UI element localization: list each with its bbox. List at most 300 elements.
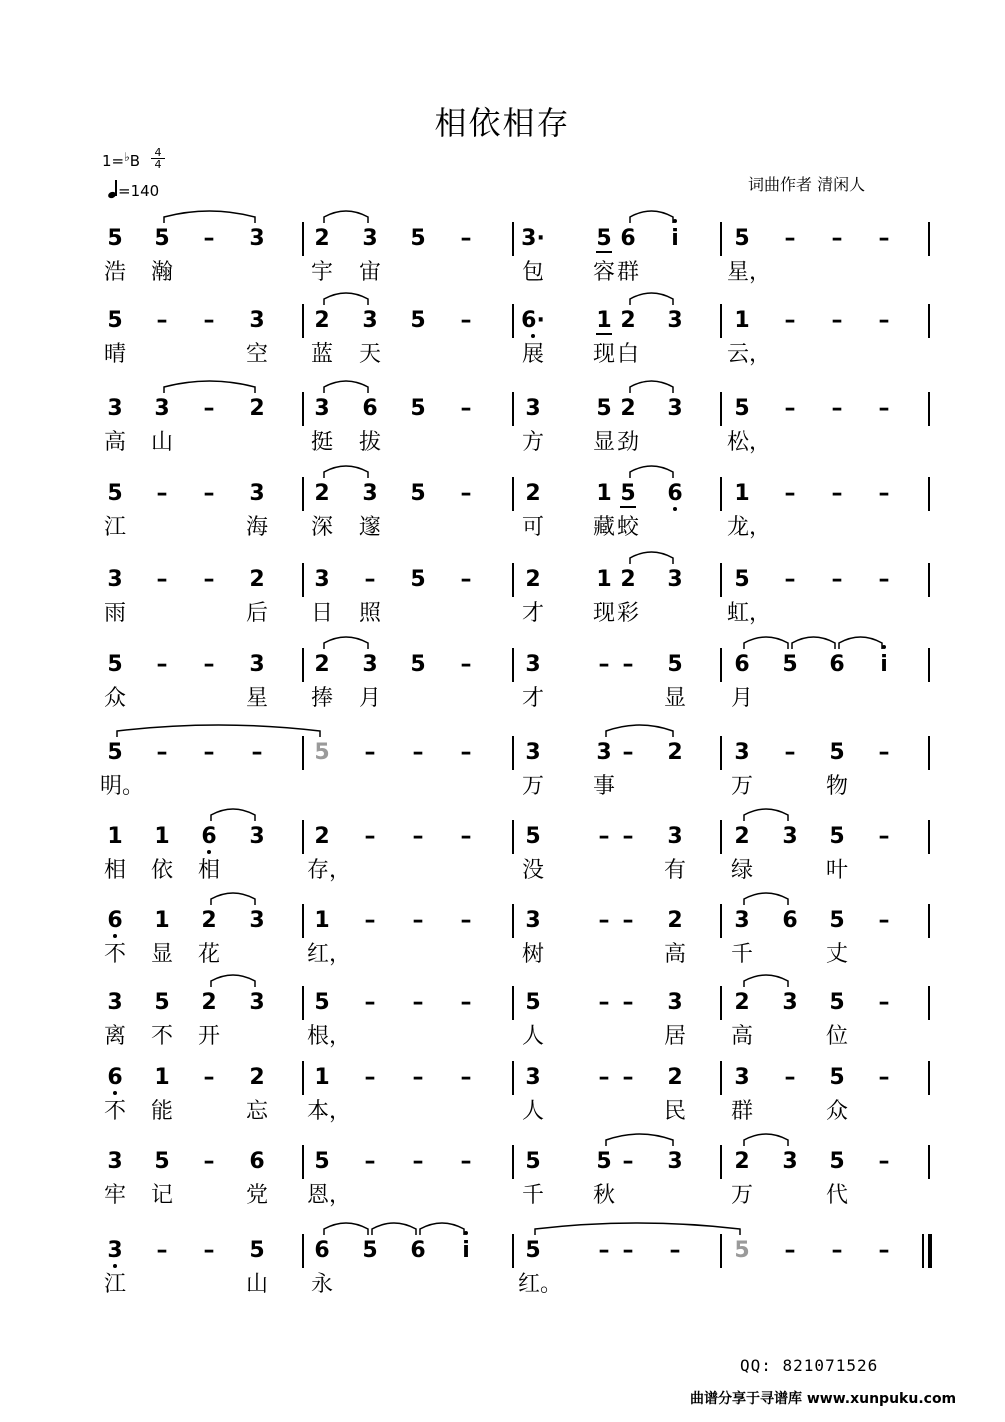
- note: 5: [734, 396, 750, 421]
- lyric: 深: [310, 515, 333, 540]
- lyric: 忘: [245, 1099, 268, 1124]
- lyric: 彩: [616, 601, 639, 626]
- note: 1: [596, 481, 612, 506]
- note: –: [460, 308, 472, 333]
- lyric: 丈: [825, 942, 848, 967]
- lyric: 藏: [592, 515, 615, 540]
- note: 6: [782, 908, 798, 933]
- note: –: [460, 740, 472, 765]
- slur: [744, 637, 788, 649]
- note: –: [412, 1149, 424, 1174]
- note: 2: [249, 567, 265, 592]
- note: 6: [314, 1238, 330, 1263]
- lyric: 记: [150, 1183, 173, 1208]
- note: –: [203, 481, 215, 506]
- note: –: [203, 1065, 215, 1090]
- lyric: 绿: [730, 858, 753, 883]
- note: –: [622, 990, 634, 1015]
- lyric: 红。: [518, 1272, 563, 1297]
- note: i: [671, 226, 679, 251]
- lyric: 星，: [727, 260, 772, 285]
- note: 3: [107, 567, 123, 592]
- note: 3: [362, 308, 378, 333]
- note: 1: [107, 824, 123, 849]
- lyric: 海: [245, 515, 268, 540]
- lyric: 物: [825, 774, 848, 799]
- slur: [630, 381, 673, 393]
- note: 3: [525, 740, 541, 765]
- note: 6: [249, 1149, 265, 1174]
- author-credit: 词曲作者 清闲人: [748, 175, 866, 194]
- note: –: [669, 1238, 681, 1263]
- note: 5: [249, 1238, 265, 1263]
- slur: [164, 381, 255, 393]
- slur: [420, 1223, 464, 1235]
- note: 3: [249, 652, 265, 677]
- slur: [211, 809, 255, 821]
- lyric: 白: [616, 342, 639, 367]
- note: 3: [667, 1149, 683, 1174]
- slur: [630, 293, 673, 305]
- lyric: 位: [825, 1024, 848, 1049]
- note: –: [203, 652, 215, 677]
- note: –: [460, 652, 472, 677]
- note: –: [831, 567, 843, 592]
- note: 5: [410, 652, 426, 677]
- lyric: 牢: [103, 1183, 126, 1208]
- note: 5: [154, 226, 170, 251]
- note: 5: [525, 824, 541, 849]
- slur: [606, 1134, 673, 1146]
- note: 3: [667, 396, 683, 421]
- slur: [792, 637, 835, 649]
- slur: [117, 725, 320, 737]
- note: –: [364, 908, 376, 933]
- note: 5: [829, 1149, 845, 1174]
- note: –: [460, 567, 472, 592]
- lyric: 民: [663, 1099, 686, 1124]
- note: 6: [410, 1238, 426, 1263]
- note: 2: [734, 824, 750, 849]
- note: 3: [667, 308, 683, 333]
- lyric: 天: [358, 342, 381, 367]
- note: 5: [410, 226, 426, 251]
- note: –: [622, 652, 634, 677]
- qq-contact: QQ: 821071526: [740, 1356, 879, 1375]
- lyric: 显: [592, 430, 615, 455]
- lyric: 江: [103, 515, 126, 540]
- lyric: 显: [150, 942, 173, 967]
- note: 5: [107, 481, 123, 506]
- lyric: 现: [592, 601, 615, 626]
- note: 1: [154, 908, 170, 933]
- lyric: 邃: [358, 515, 381, 540]
- note: –: [412, 1065, 424, 1090]
- note: 5: [596, 396, 612, 421]
- note: –: [831, 226, 843, 251]
- note: –: [203, 1238, 215, 1263]
- note: –: [622, 740, 634, 765]
- lyric: 人: [521, 1099, 544, 1124]
- note: –: [878, 824, 890, 849]
- lyric: 显: [663, 686, 686, 711]
- note: 5: [829, 908, 845, 933]
- lyric: 没: [521, 858, 544, 883]
- note: 2: [314, 481, 330, 506]
- note: 5: [314, 740, 330, 765]
- lyric: 拔: [358, 430, 381, 455]
- note: –: [831, 1238, 843, 1263]
- slur: [324, 637, 368, 649]
- lyric: 月: [730, 686, 753, 711]
- note: 5: [154, 1149, 170, 1174]
- note: 3: [525, 396, 541, 421]
- note: 3: [249, 226, 265, 251]
- note: –: [364, 1065, 376, 1090]
- note: –: [622, 1238, 634, 1263]
- note: –: [878, 308, 890, 333]
- note: –: [784, 481, 796, 506]
- lyric: 晴: [103, 342, 126, 367]
- lyric: 千: [521, 1183, 544, 1208]
- note: 6: [667, 481, 683, 506]
- note: 3: [107, 1149, 123, 1174]
- lyric: 浩: [103, 260, 126, 285]
- note: 2: [525, 481, 541, 506]
- note: –: [598, 990, 610, 1015]
- note: –: [784, 567, 796, 592]
- note: 2: [201, 908, 217, 933]
- note: –: [203, 308, 215, 333]
- note: –: [460, 226, 472, 251]
- note: 3: [362, 652, 378, 677]
- note: –: [784, 1238, 796, 1263]
- note: –: [598, 1065, 610, 1090]
- lyric: 照: [358, 601, 381, 626]
- lyric: 日: [310, 601, 333, 626]
- lyric: 众: [103, 686, 126, 711]
- note: 5: [829, 990, 845, 1015]
- lyric: 党: [245, 1183, 268, 1208]
- note: –: [622, 824, 634, 849]
- note: 2: [667, 740, 683, 765]
- note: 5: [107, 226, 123, 251]
- note: –: [412, 990, 424, 1015]
- note: 5: [829, 740, 845, 765]
- lyric: 能: [150, 1099, 173, 1124]
- note: –: [203, 226, 215, 251]
- lyric: 有: [663, 858, 686, 883]
- note: 6·: [521, 308, 545, 333]
- note: 2: [667, 1065, 683, 1090]
- key-note: B: [129, 152, 141, 170]
- note: 6: [107, 908, 123, 933]
- note: –: [412, 908, 424, 933]
- note: 3: [782, 1149, 798, 1174]
- note: 3: [249, 990, 265, 1015]
- slur: [324, 1223, 368, 1235]
- lyric: 群: [730, 1099, 753, 1124]
- note: –: [251, 740, 263, 765]
- note: 2: [314, 308, 330, 333]
- lyric: 离: [103, 1024, 126, 1049]
- note: 5: [596, 1149, 612, 1174]
- note: –: [878, 481, 890, 506]
- lyric: 高: [663, 942, 686, 967]
- note: 2: [620, 396, 636, 421]
- note: –: [878, 740, 890, 765]
- note: –: [878, 226, 890, 251]
- lyric: 山: [245, 1272, 268, 1297]
- lyric: 万: [521, 774, 544, 799]
- lyric: 虹，: [727, 601, 772, 626]
- site-credit: 曲谱分享于寻谱库 www.xunpuku.com: [690, 1391, 957, 1407]
- lyric: 挺: [310, 430, 333, 455]
- note: 5: [410, 481, 426, 506]
- slur: [324, 211, 368, 223]
- note: –: [460, 990, 472, 1015]
- lyric: 永: [310, 1272, 333, 1297]
- note: 5: [410, 308, 426, 333]
- lyric: 蓝: [310, 342, 333, 367]
- lyric: 捧: [310, 686, 333, 711]
- note: –: [784, 226, 796, 251]
- note: 3: [107, 990, 123, 1015]
- note: 2: [249, 396, 265, 421]
- note: 3·: [521, 226, 545, 251]
- note: 2: [314, 226, 330, 251]
- note: 2: [314, 824, 330, 849]
- note: 5: [734, 1238, 750, 1263]
- note: –: [622, 908, 634, 933]
- note: –: [203, 740, 215, 765]
- note: 5: [314, 1149, 330, 1174]
- slur: [630, 466, 673, 478]
- note: –: [156, 567, 168, 592]
- note: 5: [667, 652, 683, 677]
- note: 3: [525, 908, 541, 933]
- key-prefix: 1=: [102, 152, 125, 170]
- note: 2: [734, 1149, 750, 1174]
- lyric: 星: [245, 686, 268, 711]
- slur: [630, 211, 673, 223]
- note: 5: [734, 567, 750, 592]
- note: 3: [782, 990, 798, 1015]
- lyric: 才: [521, 601, 544, 626]
- note: –: [156, 308, 168, 333]
- note: –: [878, 1238, 890, 1263]
- lyric: 事: [592, 774, 615, 799]
- slur: [606, 725, 673, 737]
- lyric: 花: [197, 942, 220, 967]
- lyric: 高: [730, 1024, 753, 1049]
- lyric: 明。: [100, 774, 145, 799]
- lyric: 万: [730, 774, 753, 799]
- note: 2: [620, 308, 636, 333]
- lyric: 可: [521, 515, 544, 540]
- flat-icon: ♭: [124, 150, 130, 164]
- note: –: [203, 567, 215, 592]
- note: 5: [734, 226, 750, 251]
- note: –: [156, 740, 168, 765]
- lyric: 蛟: [616, 515, 639, 540]
- note: 2: [249, 1065, 265, 1090]
- note: 5: [525, 990, 541, 1015]
- lyric: 山: [150, 430, 173, 455]
- note: –: [831, 396, 843, 421]
- note: 5: [314, 990, 330, 1015]
- note: –: [784, 740, 796, 765]
- note: 3: [667, 567, 683, 592]
- note: 3: [107, 1238, 123, 1263]
- lyric: 人: [521, 1024, 544, 1049]
- note: –: [156, 652, 168, 677]
- note: –: [412, 824, 424, 849]
- lyric: 宙: [358, 260, 381, 285]
- note: –: [598, 652, 610, 677]
- lyric: 高: [103, 430, 126, 455]
- note: –: [460, 908, 472, 933]
- note: 5: [782, 652, 798, 677]
- note: –: [622, 1065, 634, 1090]
- slur: [164, 211, 255, 223]
- note: 3: [314, 567, 330, 592]
- note: –: [784, 396, 796, 421]
- note: 3: [249, 908, 265, 933]
- slur: [744, 893, 788, 905]
- lyric: 后: [245, 601, 268, 626]
- note: 6: [829, 652, 845, 677]
- time-top: 4: [154, 146, 162, 159]
- note: 5: [596, 226, 612, 251]
- note: –: [878, 990, 890, 1015]
- note: 5: [829, 1065, 845, 1090]
- lyric: 现: [592, 342, 615, 367]
- note: –: [784, 1065, 796, 1090]
- note: 3: [525, 652, 541, 677]
- note: 1: [596, 308, 612, 333]
- note: –: [156, 481, 168, 506]
- lyric: 龙，: [727, 515, 772, 540]
- tempo-value: =140: [118, 182, 160, 200]
- note: 3: [734, 1065, 750, 1090]
- note: 1: [154, 1065, 170, 1090]
- note: 6: [362, 396, 378, 421]
- note: 5: [410, 567, 426, 592]
- note: –: [784, 308, 796, 333]
- note: –: [156, 1238, 168, 1263]
- lyric: 叶: [825, 858, 848, 883]
- note: –: [460, 1065, 472, 1090]
- lyric: 宇: [310, 260, 333, 285]
- note: 5: [620, 481, 636, 506]
- note: –: [831, 308, 843, 333]
- lyric: 群: [616, 260, 639, 285]
- lyric: 不: [150, 1024, 173, 1049]
- note: 3: [249, 824, 265, 849]
- note: –: [878, 1149, 890, 1174]
- note: –: [364, 824, 376, 849]
- note: –: [598, 824, 610, 849]
- lyric: 包: [521, 260, 544, 285]
- note: 5: [154, 990, 170, 1015]
- note: 3: [362, 481, 378, 506]
- note: –: [622, 1149, 634, 1174]
- note: 3: [782, 824, 798, 849]
- slur: [211, 975, 255, 987]
- slur: [211, 893, 255, 905]
- lyric: 居: [663, 1024, 686, 1049]
- slur: [535, 1223, 740, 1235]
- lyric: 空: [245, 342, 268, 367]
- note: 2: [734, 990, 750, 1015]
- note: 3: [525, 1065, 541, 1090]
- note: 1: [734, 481, 750, 506]
- note: 5: [410, 396, 426, 421]
- note: 5: [525, 1149, 541, 1174]
- lyric: 恩，: [307, 1183, 352, 1208]
- note: 2: [620, 567, 636, 592]
- lyric: 开: [197, 1024, 220, 1049]
- slur: [839, 637, 882, 649]
- note: 5: [829, 824, 845, 849]
- slur: [744, 809, 788, 821]
- note: 1: [314, 908, 330, 933]
- note: –: [598, 908, 610, 933]
- note: 3: [314, 396, 330, 421]
- note: –: [203, 1149, 215, 1174]
- note: 5: [362, 1238, 378, 1263]
- note: –: [460, 1149, 472, 1174]
- lyric: 雨: [103, 601, 126, 626]
- note: 5: [525, 1238, 541, 1263]
- lyric: 千: [730, 942, 753, 967]
- lyric: 万: [730, 1183, 753, 1208]
- note: 6: [734, 652, 750, 677]
- note: –: [460, 481, 472, 506]
- lyric: 不: [103, 1099, 126, 1124]
- note: 3: [734, 740, 750, 765]
- lyric: 树: [521, 942, 544, 967]
- lyric: 根，: [307, 1024, 352, 1049]
- note: 2: [525, 567, 541, 592]
- note: i: [880, 652, 888, 677]
- lyric: 代: [825, 1183, 848, 1208]
- lyric: 相: [103, 858, 126, 883]
- lyric: 红，: [307, 942, 352, 967]
- note: 3: [734, 908, 750, 933]
- lyric: 才: [521, 686, 544, 711]
- note: 3: [596, 740, 612, 765]
- lyric: 本，: [307, 1099, 352, 1124]
- note: 2: [201, 990, 217, 1015]
- lyric: 月: [358, 686, 381, 711]
- note: 5: [107, 740, 123, 765]
- note: 1: [154, 824, 170, 849]
- lyric: 松，: [727, 430, 772, 455]
- slur: [744, 1134, 788, 1146]
- note: 6: [201, 824, 217, 849]
- slur: [372, 1223, 416, 1235]
- note: 5: [107, 308, 123, 333]
- lyric: 容: [592, 260, 615, 285]
- note: –: [364, 1149, 376, 1174]
- note: 3: [107, 396, 123, 421]
- note: 3: [667, 824, 683, 849]
- lyric: 秋: [592, 1183, 615, 1208]
- note: –: [598, 1238, 610, 1263]
- note: i: [462, 1238, 470, 1263]
